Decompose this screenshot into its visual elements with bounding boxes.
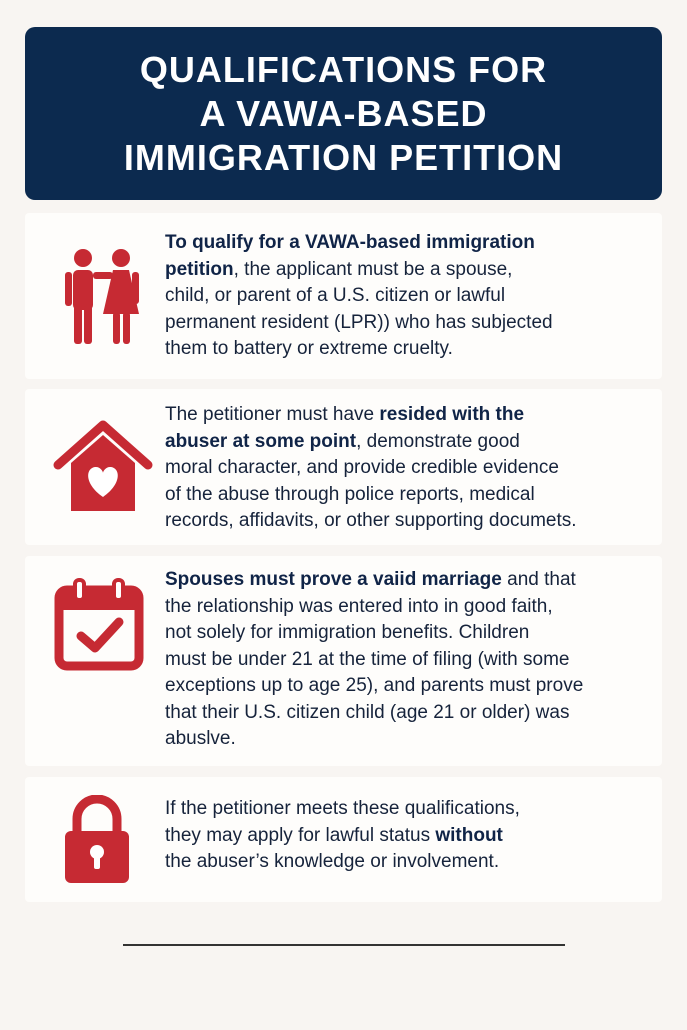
text: moral character, and provide credible evidence bbox=[165, 457, 559, 478]
title-line: IMMIGRATION PETITION bbox=[123, 136, 564, 178]
divider bbox=[123, 944, 565, 946]
qualification-card-marriage bbox=[25, 556, 662, 766]
card-text bbox=[165, 230, 553, 363]
text: not solely for immigration benefits. Children bbox=[165, 622, 530, 643]
qualification-card-residence bbox=[25, 389, 662, 545]
text: must be under 21 at the time of filing (with some bbox=[165, 648, 570, 670]
calendar-check-icon bbox=[53, 578, 153, 678]
padlock-icon bbox=[61, 795, 133, 885]
text: If the petitioner meets these qualifications, bbox=[165, 798, 520, 819]
bold-text: abuser at some point bbox=[165, 430, 357, 452]
bold-text: petition bbox=[165, 258, 234, 280]
card-text bbox=[165, 796, 520, 876]
qualification-card-confidentiality bbox=[25, 777, 662, 902]
text: permanent resident (LPR)) who has subjected bbox=[165, 311, 553, 333]
text: the abuser’s knowledge or involvement. bbox=[165, 851, 500, 872]
text: , the applicant must be a spouse, bbox=[233, 258, 513, 280]
house-heart-icon bbox=[53, 417, 153, 517]
couple-icon bbox=[53, 246, 153, 346]
card-text bbox=[165, 567, 583, 753]
text: abuslve. bbox=[165, 728, 236, 749]
qualification-card-relationship bbox=[25, 213, 662, 379]
text: records, affidavits, or other supporting documets. bbox=[165, 510, 577, 531]
bold-text: without bbox=[435, 824, 503, 846]
text: and that bbox=[501, 569, 576, 590]
bold-text: resided with the bbox=[379, 404, 525, 425]
text: exceptions up to age 25), and parents must prove bbox=[165, 675, 584, 696]
title-line: QUALIFICATIONS FOR bbox=[139, 48, 548, 90]
title-line: A VAWA-BASED bbox=[199, 92, 488, 134]
text: child, or parent of a U.S. citizen or lawful bbox=[165, 285, 506, 306]
text: that their U.S. citizen child (age 21 or older) was bbox=[165, 701, 570, 723]
text: they may apply for lawful status bbox=[165, 824, 436, 846]
text: them to battery or extreme cruelty. bbox=[165, 338, 453, 359]
text: the relationship was entered into in good faith, bbox=[165, 595, 553, 617]
text: of the abuse through police reports, medical bbox=[165, 483, 535, 505]
text: The petitioner must have bbox=[165, 404, 380, 425]
bold-text: To qualify for a VAWA-based immigration bbox=[165, 232, 535, 253]
title-banner bbox=[25, 27, 662, 200]
text: , demonstrate good bbox=[356, 430, 520, 452]
bold-text: Spouses must prove a vaiid marriage bbox=[165, 569, 502, 590]
card-text bbox=[165, 402, 577, 535]
page-title bbox=[124, 48, 563, 180]
